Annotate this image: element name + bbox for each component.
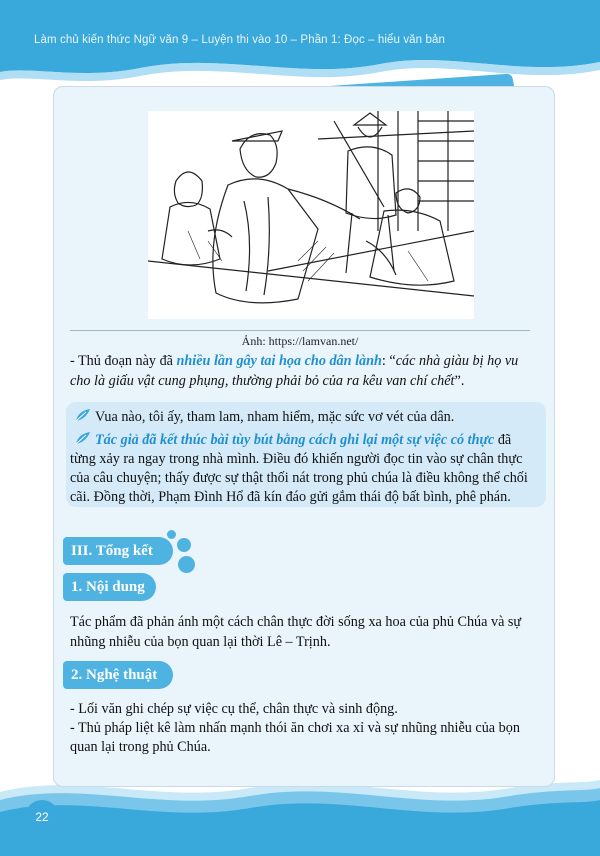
note-line-2: Tác giả đã kết thúc bài tùy bút bằng cách ghi lại một sự việc có thực đã [74,430,511,450]
leaf-bullet-icon [74,407,92,423]
bubble-decoration [178,556,195,573]
illustration-image [148,111,474,319]
section-heading-summary: III. Tổng kết [63,537,173,565]
content-line-1: Tác phẩm đã phản ánh một cách chân thực đời sống xa hoa của phủ Chúa và sự [70,614,522,630]
note-line-4: của câu chuyện; thấy được sự thật thối nát trong phủ chúa là điều không thể chối [70,470,528,486]
art-line-1: - Lối văn ghi chép sự việc cụ thể, chân thực và sinh động. [70,701,398,717]
leaf-bullet-icon [74,430,92,446]
bubble-decoration [177,538,191,552]
mandarin-scene-drawing [148,111,474,319]
note-line-3: từng xảy ra ngay trong nhà mình. Điều đó khiến người đọc tin vào sự chân thực [70,451,523,467]
paragraph-suffix: : “ [381,353,396,369]
page-header [0,0,600,95]
section-heading-art: 2. Nghệ thuật [63,661,173,689]
art-line-2: - Thủ pháp liệt kê làm nhấn mạnh thói ăn chơi xa xỉ và sự nhũng nhiễu của bọn [70,720,520,736]
section-heading-content: 1. Nội dung [63,573,156,601]
figure-caption: Ảnh: https://lamvan.net/ [70,330,530,349]
note-line-1: Vua nào, tôi ấy, tham lam, nham hiểm, mặc sức vơ vét của dân. [74,407,454,427]
art-line-3: quan lại trong phủ Chúa. [70,739,211,755]
bubble-decoration [167,530,176,539]
note-line-5: cãi. Đồng thời, Phạm Đình Hổ đã kín đáo gửi gắm thái độ bất bình, phê phán. [70,489,511,505]
header-title: Làm chủ kiến thức Ngữ văn 9 – Luyện thi vào 10 – Phần 1: Đọc – hiểu văn bản [34,34,445,46]
content-line-2: nhũng nhiễu của bọn quan lại thời Lê – Trịnh. [70,634,331,650]
page-number: 22 [25,800,59,834]
paragraph-tactic [70,351,540,391]
note-highlight: Tác giả đã kết thúc bài tùy bút bằng cách ghi lại một sự việc có thực [95,432,495,448]
paragraph-end: ”. [454,373,465,389]
paragraph-highlight: nhiều lần gây tai họa cho dân lành [176,353,382,369]
paragraph-quote: các nhà giàu bị họ vu cho là giấu vật cung phụng, thường phải bỏ của ra kêu van chí chết [70,353,519,389]
paragraph-prefix: - Thủ đoạn này đã [70,353,177,369]
